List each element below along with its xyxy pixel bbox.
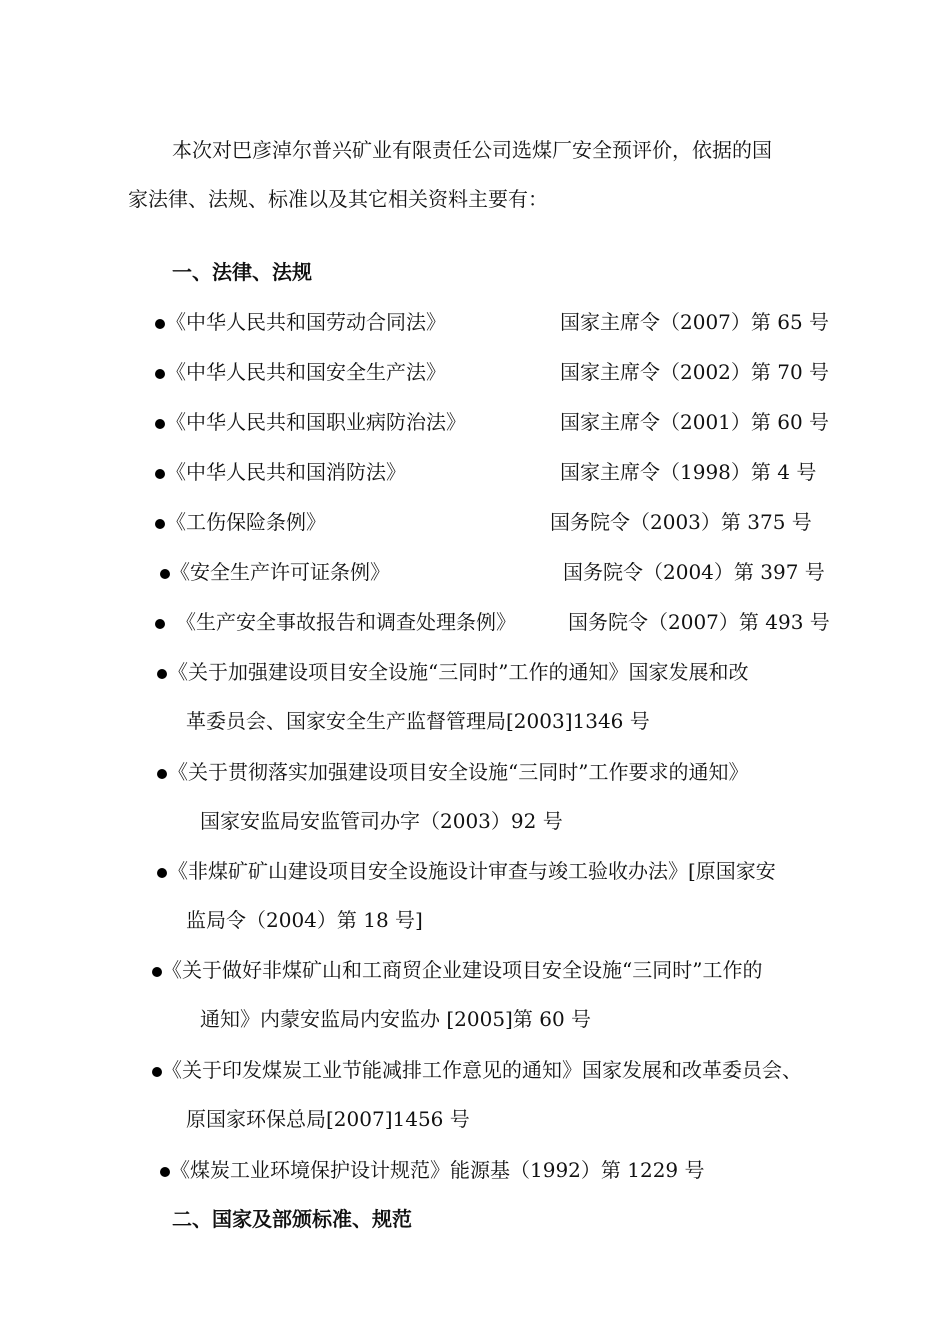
list-item-continuation: 原国家环保总局[2007]1456 号 (186, 1107, 470, 1131)
list-item-issuer: 国家主席令（2002）第 70 号 (560, 360, 830, 384)
list-item-title: 《中华人民共和国消防法》 (166, 460, 406, 484)
bullet-icon (155, 419, 165, 429)
bullet-icon (155, 619, 165, 629)
list-item-title: 《安全生产许可证条例》 (170, 560, 390, 584)
list-item-title: 《关于加强建设项目安全设施“三同时”工作的通知》国家发展和改 (168, 660, 749, 684)
list-item-title: 《煤炭工业环境保护设计规范》能源基（1992）第 1229 号 (170, 1158, 705, 1182)
list-item-issuer: 国务院令（2004）第 397 号 (563, 560, 825, 584)
list-item-issuer: 国务院令（2007）第 493 号 (568, 610, 830, 634)
list-item-continuation: 革委员会、国家安全生产监督管理局[2003]1346 号 (186, 709, 650, 733)
list-item-title: 《生产安全事故报告和调查处理条例》 (176, 610, 516, 634)
section-heading-laws: 一、法律、法规 (172, 260, 312, 284)
bullet-icon (152, 1067, 162, 1077)
bullet-icon (155, 319, 165, 329)
list-item-title: 《关于贯彻落实加强建设项目安全设施“三同时”工作要求的通知》 (168, 760, 749, 784)
list-item-issuer: 国家主席令（1998）第 4 号 (560, 460, 817, 484)
bullet-icon (157, 868, 167, 878)
list-item-continuation: 监局令（2004）第 18 号] (186, 908, 423, 932)
list-item-title: 《关于做好非煤矿山和工商贸企业建设项目安全设施“三同时”工作的 (162, 958, 763, 982)
bullet-icon (157, 669, 167, 679)
list-item-continuation: 国家安监局安监管司办字（2003）92 号 (200, 809, 563, 833)
list-item-title: 《关于印发煤炭工业节能减排工作意见的通知》国家发展和改革委员会、 (162, 1058, 802, 1082)
intro-line-2: 家法律、法规、标准以及其它相关资料主要有： (128, 187, 548, 211)
list-item-title: 《中华人民共和国职业病防治法》 (166, 410, 466, 434)
bullet-icon (155, 469, 165, 479)
bullet-icon (157, 769, 167, 779)
list-item-title: 《中华人民共和国安全生产法》 (166, 360, 446, 384)
bullet-icon (160, 1167, 170, 1177)
list-item-title: 《中华人民共和国劳动合同法》 (166, 310, 446, 334)
list-item-continuation: 通知》内蒙安监局内安监办 [2005]第 60 号 (200, 1007, 592, 1031)
bullet-icon (152, 967, 162, 977)
list-item-title: 《工伤保险条例》 (166, 510, 326, 534)
list-item-issuer: 国家主席令（2001）第 60 号 (560, 410, 830, 434)
bullet-icon (160, 569, 170, 579)
list-item-title: 《非煤矿矿山建设项目安全设施设计审查与竣工验收办法》[原国家安 (168, 859, 776, 883)
section-heading-standards: 二、国家及部颁标准、规范 (172, 1207, 412, 1231)
intro-line-1: 本次对巴彦淖尔普兴矿业有限责任公司选煤厂安全预评价，依据的国 (172, 138, 772, 162)
list-item-issuer: 国务院令（2003）第 375 号 (550, 510, 812, 534)
bullet-icon (155, 519, 165, 529)
list-item-issuer: 国家主席令（2007）第 65 号 (560, 310, 830, 334)
bullet-icon (155, 369, 165, 379)
